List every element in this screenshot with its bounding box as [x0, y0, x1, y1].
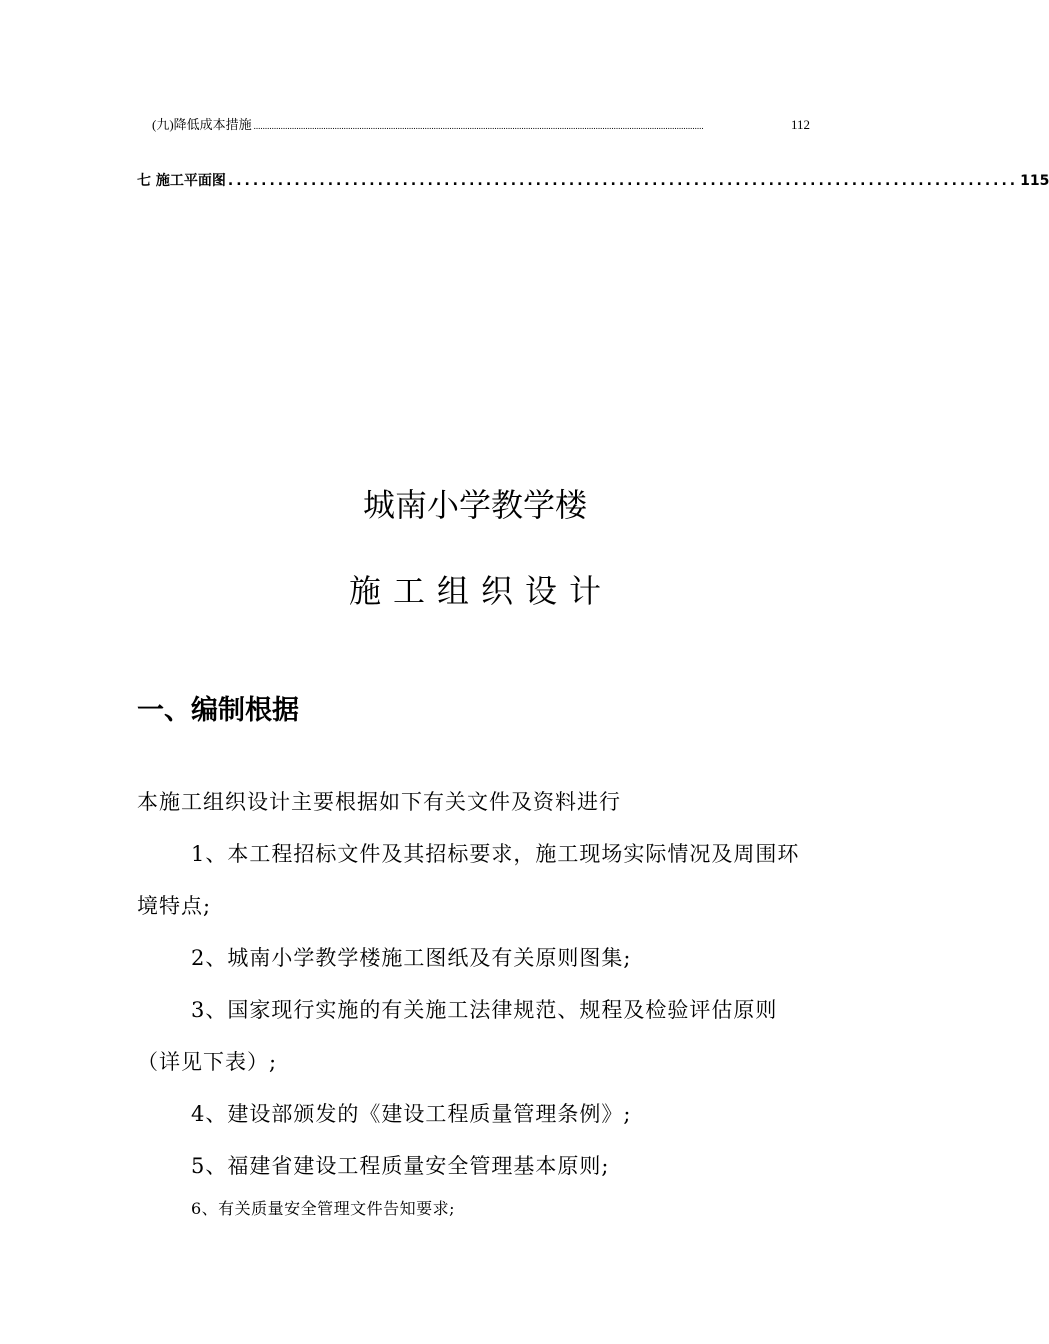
basis-item-2: 2、城南小学教学楼施工图纸及有关原则图集;: [191, 946, 632, 970]
toc-leader-dots: ...............................................................................................: [227, 173, 1019, 189]
toc-page-number: 112: [790, 117, 810, 132]
toc-entry-site-plan[interactable]: [137, 170, 1049, 190]
basis-item-4: 4、建设部颁发的《建设工程质量管理条例》;: [191, 1102, 632, 1126]
document-subtitle: 施工组织设计: [348, 572, 613, 610]
toc-entry-label: 七 施工平面图: [137, 173, 226, 189]
toc-page-number: 115: [1020, 173, 1049, 189]
toc-leader-dots: ........................................................................................................................................................................................................: [253, 121, 704, 131]
section-intro: 本施工组织设计主要根据如下有关文件及资料进行: [137, 790, 621, 814]
basis-item-6: 6、有关质量安全管理文件告知要求;: [191, 1199, 456, 1218]
toc-entry-cost-reduction[interactable]: [137, 114, 810, 133]
section-heading: 一、编制根据: [137, 695, 299, 726]
toc-entry-label: (九)降低成本措施: [152, 117, 252, 132]
basis-item-1: 1、本工程招标文件及其招标要求，施工现场实际情况及周围环境特点;: [137, 842, 800, 918]
basis-item-5: 5、福建省建设工程质量安全管理基本原则;: [191, 1154, 610, 1178]
basis-item-3: 3、国家现行实施的有关施工法律规范、规程及检验评估原则（详见下表）;: [137, 998, 778, 1074]
document-title: 城南小学教学楼: [362, 486, 587, 524]
